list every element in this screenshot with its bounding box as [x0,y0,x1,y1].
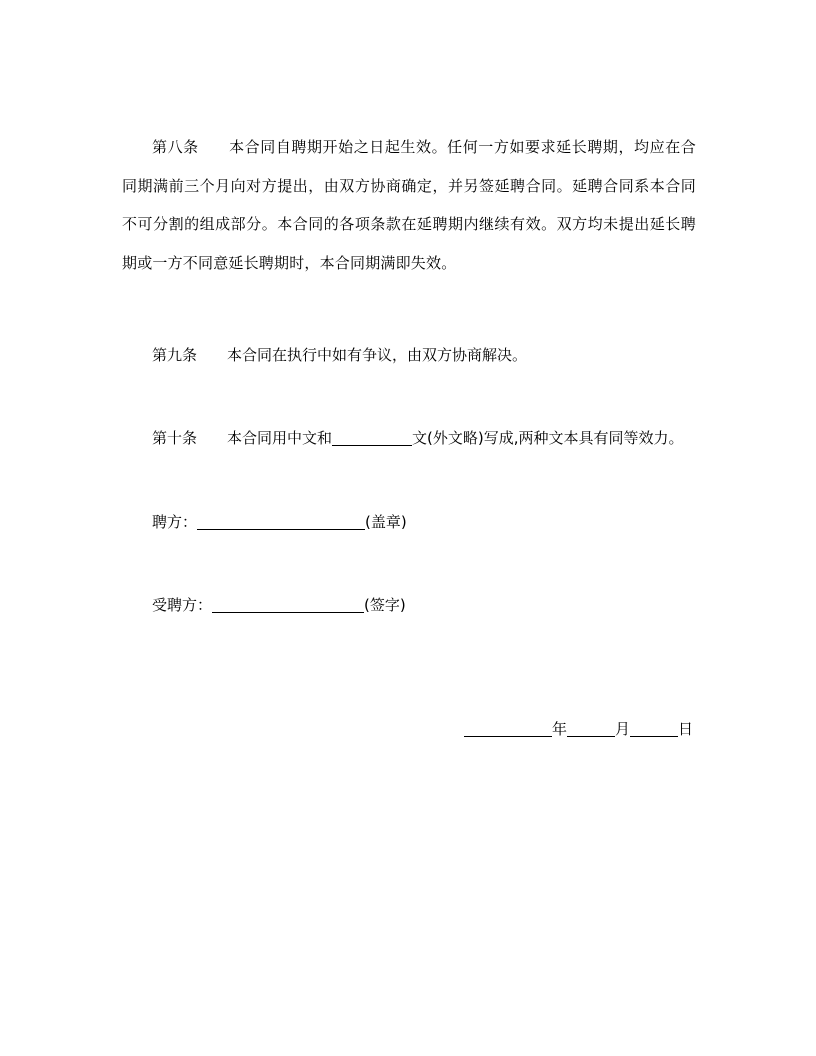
article-10-text-after: 文(外文略)写成,两种文本具有同等效力。 [412,429,684,447]
date-line [464,719,693,739]
article-10-text-before: 本合同用中文和 [227,429,333,447]
year-label: 年 [552,720,568,738]
month-blank [567,720,615,737]
day-label: 日 [678,720,694,738]
employer-signature-line [152,512,407,532]
employer-seal-note: (盖章) [365,513,407,531]
article-10-heading: 第十条 [152,429,198,447]
article-8-heading: 第八条 [152,138,199,156]
article-8-text: 本合同自聘期开始之日起生效。任何一方如要求延长聘期，均应在合同期满前三个月向对方提出，由双方协商确定，并另签延聘合同。延聘合同系本合同不可分割的组成部分。本合同的各项条款在延聘期内继续有效。双方均未提出延长聘期或一方不同意延长聘期时，本合同期满即失效。 [122,138,696,272]
employee-sign-note: (签字) [364,596,406,614]
article-9-text: 本合同在执行中如有争议，由双方协商解决。 [227,346,528,364]
employee-blank [212,596,364,613]
month-label: 月 [615,720,631,738]
article-8-paragraph [122,128,696,282]
employee-signature-line [152,595,406,615]
year-blank [464,720,552,737]
employee-label: 受聘方： [152,596,213,614]
employer-blank [197,513,365,530]
language-blank [332,429,412,446]
day-blank [630,720,678,737]
article-10-paragraph [152,428,684,448]
article-9-heading: 第九条 [152,346,198,364]
article-9-paragraph [152,345,527,365]
employer-label: 聘方： [152,513,198,531]
